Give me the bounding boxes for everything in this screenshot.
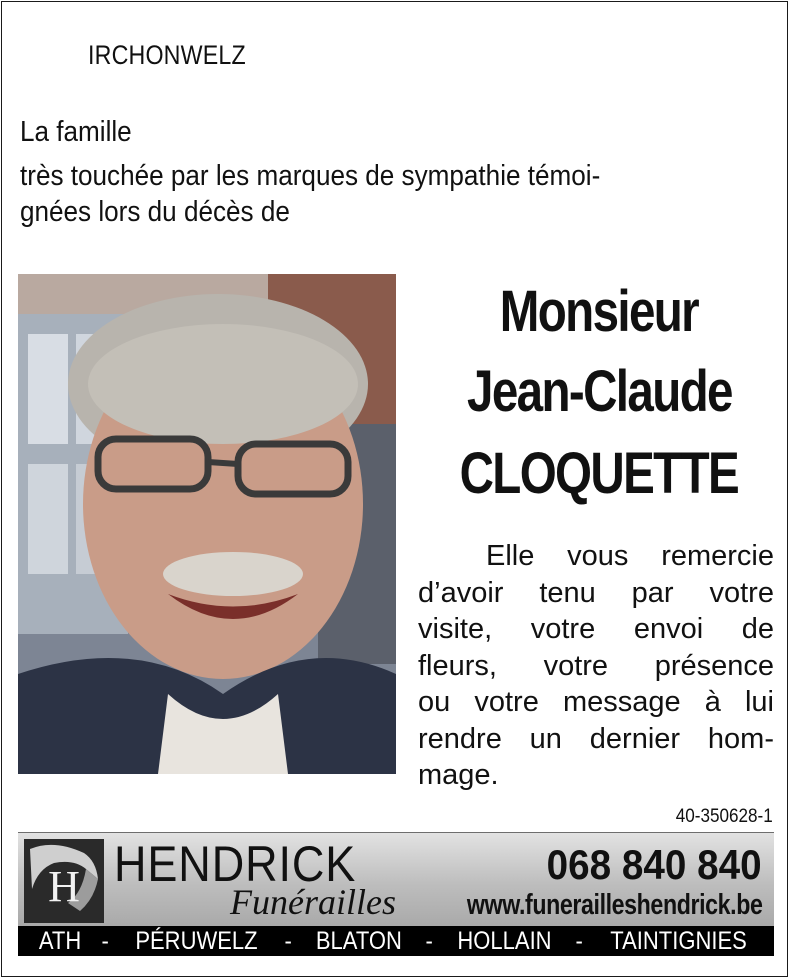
cities-bar [18, 926, 774, 956]
portrait-photo [18, 274, 396, 774]
title-monsieur: Monsieur [499, 279, 699, 344]
city-separator: - [575, 927, 584, 955]
website-link[interactable]: www.funerailleshendrick.be [466, 889, 762, 921]
thanks-line-2: d’avoir tenu par votre [418, 576, 774, 609]
thanks-line-1: Elle vous remercie [486, 540, 774, 572]
brand-subtitle: Funérailles [230, 882, 396, 922]
city-separator: - [101, 927, 110, 955]
thanks-line-3: visite, votre envoi de [418, 613, 774, 645]
last-name: CLOQUETTE [459, 441, 739, 506]
thanks-line-7: mage. [418, 759, 499, 791]
city-taintignies: TAINTIGNIES [610, 927, 748, 955]
intro-line-2: très touchée par les marques de sympathie témoi- [20, 160, 601, 192]
thanks-line-4: fleurs, votre présence [418, 649, 774, 682]
reference-number: 40-350628-1 [676, 806, 773, 827]
logo-letter: H [48, 862, 80, 911]
town-name: IRCHONWELZ [88, 40, 246, 70]
first-name: Jean-Claude [466, 359, 732, 424]
intro-line-1: La famille [20, 116, 132, 148]
city-hollain: HOLLAIN [457, 927, 552, 955]
city-blaton: BLATON [315, 927, 402, 955]
thanks-line-5: ou votre message à lui [418, 686, 774, 718]
city-ath: ATH [38, 927, 81, 955]
city-separator: - [284, 927, 292, 955]
portrait-illustration [18, 274, 396, 774]
phone-number: 068 840 840 [547, 841, 762, 888]
hendrick-logo-icon [24, 839, 104, 923]
brand-name: HENDRICK [114, 836, 357, 892]
thanks-line-6: rendre un dernier hom- [418, 722, 774, 755]
intro-line-3: gnées lors du décès de [20, 196, 290, 228]
funeral-home-banner [18, 832, 774, 927]
city-peruwelz: PÉRUWELZ [135, 927, 258, 955]
city-separator: - [425, 927, 433, 955]
